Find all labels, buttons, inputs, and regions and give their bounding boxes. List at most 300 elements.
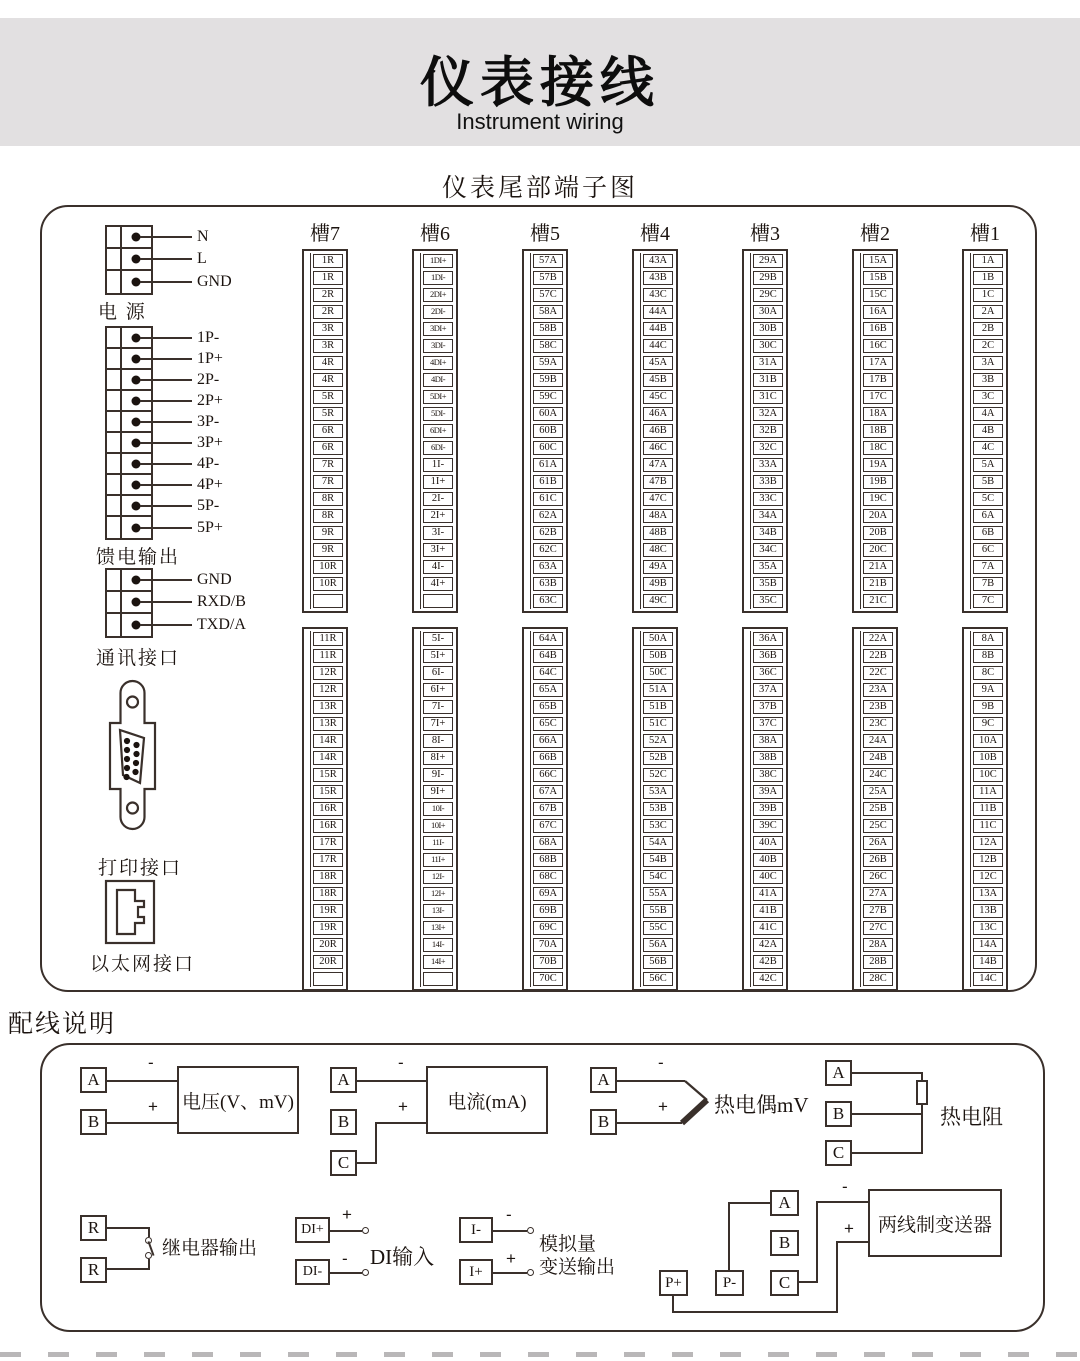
- terminal-row: [107, 570, 232, 592]
- feed-output-terminal-block: [105, 326, 223, 540]
- terminal-cell: 36A: [753, 632, 783, 646]
- terminal-cell: 58B: [533, 322, 563, 336]
- plus-sign: +: [342, 1205, 352, 1224]
- relay-terminal-r2: R: [80, 1257, 107, 1283]
- terminal-cell: 16A: [863, 305, 893, 319]
- terminal-cell: 2A: [973, 305, 1003, 319]
- terminal-cell: 49C: [643, 594, 673, 608]
- wire: [140, 337, 192, 339]
- terminal-label: 2P-: [197, 370, 220, 388]
- terminal-cell: 48C: [643, 543, 673, 557]
- open-contact-node: [362, 1227, 369, 1234]
- terminal-cell: 5R: [313, 407, 343, 421]
- wire: [107, 1080, 177, 1082]
- plus-sign: +: [658, 1097, 668, 1116]
- wire: [140, 421, 192, 423]
- terminal-cell: 55C: [643, 921, 673, 935]
- terminal-cell: 46A: [643, 407, 673, 421]
- terminal-cell: 66A: [533, 734, 563, 748]
- terminal-cell: 50A: [643, 632, 673, 646]
- terminal-cell: 5I+: [423, 649, 453, 663]
- wire: [107, 1227, 150, 1229]
- terminal-cell: 2C: [973, 339, 1003, 353]
- wire: [852, 1152, 923, 1154]
- power-plus-terminal: P+: [659, 1270, 688, 1296]
- terminal-cell: 26B: [863, 853, 893, 867]
- terminal-cell: 37C: [753, 717, 783, 731]
- slot-label: 槽1: [970, 223, 1000, 245]
- terminal-cell: 2B: [973, 322, 1003, 336]
- terminal-cell: 59C: [533, 390, 563, 404]
- slot-column: [852, 207, 898, 990]
- terminal-row: [107, 391, 223, 412]
- wire: [836, 1241, 838, 1313]
- terminal-cell: 64C: [533, 666, 563, 680]
- terminal-cell: 1B: [973, 271, 1003, 285]
- terminal-cell: 4DI+: [423, 356, 453, 370]
- terminal-cell: 14A: [973, 938, 1003, 952]
- terminal-cell: 4R: [313, 373, 343, 387]
- terminal-cell: 3B: [973, 373, 1003, 387]
- terminal-cell: 7I-: [423, 700, 453, 714]
- rtd-terminal-a: A: [825, 1060, 852, 1086]
- terminal-cell: 9C: [973, 717, 1003, 731]
- terminal-cell: 25B: [863, 802, 893, 816]
- terminal-cell: 20R: [313, 938, 343, 952]
- terminal-cell: 31A: [753, 356, 783, 370]
- terminal-cell: 13B: [973, 904, 1003, 918]
- wire: [493, 1272, 527, 1274]
- comm-caption: 通讯接口: [96, 648, 181, 669]
- terminal-label: N: [197, 228, 209, 245]
- terminal-cell: 61C: [533, 492, 563, 506]
- wire: [140, 601, 192, 603]
- transmitter-terminal-a: A: [770, 1190, 799, 1216]
- terminal-cell: 70C: [533, 972, 563, 986]
- terminal-cell: 9R: [313, 543, 343, 557]
- terminal-cell: 47C: [643, 492, 673, 506]
- terminal-cell: 9A: [973, 683, 1003, 697]
- terminal-cell: 59B: [533, 373, 563, 387]
- terminal-cell: 14C: [973, 972, 1003, 986]
- terminal-cell: 7C: [973, 594, 1003, 608]
- terminal-cell: 62B: [533, 526, 563, 540]
- terminal-cell: 11I-: [423, 836, 453, 850]
- terminal-cell: 5B: [973, 475, 1003, 489]
- wire: [617, 1122, 682, 1124]
- terminal-cell: 68B: [533, 853, 563, 867]
- terminal-cell: 8R: [313, 509, 343, 523]
- terminal-cell: 52A: [643, 734, 673, 748]
- terminal-cell: 16R: [313, 802, 343, 816]
- terminal-cell: 49A: [643, 560, 673, 574]
- terminal-cell: 46C: [643, 441, 673, 455]
- terminal-diagram-title: 仪表尾部端子图: [441, 175, 638, 202]
- terminal-cell: 2I-: [423, 492, 453, 506]
- terminal-strip: [522, 627, 568, 991]
- terminal-cell: 65A: [533, 683, 563, 697]
- terminal-cell: 2DI+: [423, 288, 453, 302]
- wire: [672, 1296, 674, 1313]
- terminal-cell: 54A: [643, 836, 673, 850]
- terminal-cell: 60C: [533, 441, 563, 455]
- terminal-cell: 8B: [973, 649, 1003, 663]
- terminal-cell: 56A: [643, 938, 673, 952]
- wire: [836, 1241, 868, 1243]
- wire: [728, 1202, 730, 1270]
- terminal-cell: 66B: [533, 751, 563, 765]
- terminal-cell: 51C: [643, 717, 673, 731]
- terminal-cell: 15R: [313, 785, 343, 799]
- terminal-cell: 64B: [533, 649, 563, 663]
- terminal-cell: 65C: [533, 717, 563, 731]
- terminal-cell: 2I+: [423, 509, 453, 523]
- minus-sign: -: [148, 1053, 154, 1072]
- terminal-cell: 2DI-: [423, 305, 453, 319]
- wire: [357, 1162, 375, 1164]
- terminal-cell: 69B: [533, 904, 563, 918]
- terminal-cell: 28B: [863, 955, 893, 969]
- slot-column: [962, 207, 1008, 990]
- wiring-notes-box: [40, 1043, 1045, 1332]
- relay-terminal-r1: R: [80, 1215, 107, 1241]
- terminal-cell: 8A: [973, 632, 1003, 646]
- terminal-cell: 38C: [753, 768, 783, 782]
- terminal-cell: 6R: [313, 424, 343, 438]
- terminal-label: 3P+: [197, 433, 223, 451]
- terminal-cell: 7B: [973, 577, 1003, 591]
- terminal-cell: 4I-: [423, 560, 453, 574]
- terminal-cell: 31B: [753, 373, 783, 387]
- wire: [140, 400, 192, 402]
- terminal-cell: 44C: [643, 339, 673, 353]
- feed-output-caption: 馈电输出: [96, 547, 181, 568]
- terminal-row: [107, 454, 220, 475]
- wire: [728, 1202, 770, 1204]
- terminal-cell: 9I-: [423, 768, 453, 782]
- terminal-cell: 16C: [863, 339, 893, 353]
- terminal-cell: 49B: [643, 577, 673, 591]
- terminal-cell: 10I+: [423, 819, 453, 833]
- terminal-label: 5P-: [197, 496, 220, 514]
- terminal-row: [107, 496, 220, 517]
- terminal-cell: 19B: [863, 475, 893, 489]
- minus-sign: -: [842, 1177, 848, 1196]
- terminal-cell: 26C: [863, 870, 893, 884]
- terminal-label: 1P+: [197, 349, 223, 367]
- wire: [140, 442, 192, 444]
- terminal-cell: 1DI+: [423, 254, 453, 268]
- terminal-cell: 43A: [643, 254, 673, 268]
- terminal-cell: 3R: [313, 339, 343, 353]
- terminal-cell: 28A: [863, 938, 893, 952]
- terminal-label: 2P+: [197, 391, 223, 409]
- terminal-cell: 33B: [753, 475, 783, 489]
- wire: [330, 1230, 362, 1232]
- terminal-cell: 28C: [863, 972, 893, 986]
- terminal-cell: 13I+: [423, 921, 453, 935]
- terminal-cell: 13A: [973, 887, 1003, 901]
- terminal-label: 4P-: [197, 454, 220, 472]
- wire: [140, 281, 192, 283]
- terminal-cell: 60B: [533, 424, 563, 438]
- terminal-cell: 62C: [533, 543, 563, 557]
- left-panel: [42, 207, 302, 990]
- terminal-cell: 18R: [313, 887, 343, 901]
- terminal-cell: 4I+: [423, 577, 453, 591]
- terminal-cell: 54B: [643, 853, 673, 867]
- terminal-cell: 35A: [753, 560, 783, 574]
- terminal-cell: 2R: [313, 288, 343, 302]
- terminal-cell: 42C: [753, 972, 783, 986]
- terminal-cell: 7I+: [423, 717, 453, 731]
- voltage-device-box: 电压(V、mV): [177, 1066, 299, 1134]
- terminal-strip: [962, 249, 1008, 613]
- terminal-cell: 21C: [863, 594, 893, 608]
- terminal-cell: 63B: [533, 577, 563, 591]
- terminal-cell: 41B: [753, 904, 783, 918]
- terminal-cell: 4A: [973, 407, 1003, 421]
- terminal-cell: 53B: [643, 802, 673, 816]
- terminal-strip: [632, 627, 678, 991]
- terminal-cell: 25C: [863, 819, 893, 833]
- printer-caption: 打印接口: [98, 858, 183, 879]
- terminal-cell: 32A: [753, 407, 783, 421]
- terminal-cell: 39B: [753, 802, 783, 816]
- terminal-cell: 15R: [313, 768, 343, 782]
- wire: [852, 1113, 923, 1115]
- terminal-cell: 57A: [533, 254, 563, 268]
- terminal-cell: 12I+: [423, 887, 453, 901]
- terminal-cell: 50B: [643, 649, 673, 663]
- terminal-cell: 43B: [643, 271, 673, 285]
- terminal-cell: 67A: [533, 785, 563, 799]
- terminal-cell: 22B: [863, 649, 893, 663]
- slot-columns: [302, 207, 1008, 990]
- terminal-cell: 9I+: [423, 785, 453, 799]
- terminal-cell: 10B: [973, 751, 1003, 765]
- terminal-cell: 17B: [863, 373, 893, 387]
- slot-label: 槽2: [860, 223, 890, 245]
- wire: [140, 624, 192, 626]
- terminal-cell: 41A: [753, 887, 783, 901]
- terminal-strip: [522, 249, 568, 613]
- terminal-cell: [423, 594, 453, 608]
- terminal-strip: [412, 249, 458, 613]
- terminal-cell: 42A: [753, 938, 783, 952]
- terminal-cell: 58A: [533, 305, 563, 319]
- terminal-cell: 12R: [313, 666, 343, 680]
- rtd-label: 热电阻: [940, 1105, 1003, 1129]
- rtd-terminal-c: C: [825, 1140, 852, 1166]
- terminal-cell: 10C: [973, 768, 1003, 782]
- power-minus-terminal: P-: [715, 1270, 744, 1296]
- terminal-cell: 61B: [533, 475, 563, 489]
- terminal-cell: 48A: [643, 509, 673, 523]
- terminal-strip: [632, 249, 678, 613]
- terminal-cell: 39C: [753, 819, 783, 833]
- terminal-cell: 20A: [863, 509, 893, 523]
- terminal-label: 4P+: [197, 475, 223, 493]
- terminal-cell: 55B: [643, 904, 673, 918]
- terminal-cell: 56C: [643, 972, 673, 986]
- terminal-cell: 64A: [533, 632, 563, 646]
- terminal-cell: 29C: [753, 288, 783, 302]
- terminal-cell: 4DI-: [423, 373, 453, 387]
- terminal-cell: 54C: [643, 870, 673, 884]
- tc-terminal-b: B: [590, 1109, 617, 1135]
- terminal-cell: 20C: [863, 543, 893, 557]
- wire: [330, 1272, 362, 1274]
- comm-terminal-block: [105, 568, 246, 638]
- terminal-cell: 6B: [973, 526, 1003, 540]
- terminal-cell: 36C: [753, 666, 783, 680]
- terminal-row: [107, 614, 246, 636]
- terminal-cell: 68A: [533, 836, 563, 850]
- wire: [617, 1080, 685, 1082]
- terminal-cell: 33C: [753, 492, 783, 506]
- terminal-strip: [852, 249, 898, 613]
- current-terminal-b: B: [330, 1109, 357, 1135]
- terminal-cell: 6I-: [423, 666, 453, 680]
- minus-sign: -: [506, 1205, 512, 1224]
- plus-sign: +: [506, 1249, 516, 1268]
- ethernet-caption: 以太网接口: [90, 954, 196, 975]
- terminal-cell: 63A: [533, 560, 563, 574]
- wire: [140, 358, 192, 360]
- terminal-cell: 65B: [533, 700, 563, 714]
- terminal-cell: 7A: [973, 560, 1003, 574]
- terminal-cell: 5I-: [423, 632, 453, 646]
- wire: [107, 1122, 177, 1124]
- wire: [357, 1080, 426, 1082]
- terminal-cell: 20R: [313, 955, 343, 969]
- terminal-cell: [313, 594, 343, 608]
- power-caption: 电 源: [98, 302, 147, 323]
- terminal-cell: 6R: [313, 441, 343, 455]
- resistor-symbol: [916, 1080, 928, 1105]
- terminal-cell: 38B: [753, 751, 783, 765]
- terminal-row: [107, 271, 232, 293]
- terminal-cell: 59A: [533, 356, 563, 370]
- terminal-cell: 67C: [533, 819, 563, 833]
- terminal-cell: 63C: [533, 594, 563, 608]
- terminal-cell: 15B: [863, 271, 893, 285]
- terminal-cell: 47B: [643, 475, 673, 489]
- open-contact-node: [527, 1227, 534, 1234]
- terminal-cell: 67B: [533, 802, 563, 816]
- terminal-cell: 3R: [313, 322, 343, 336]
- terminal-cell: 19R: [313, 921, 343, 935]
- terminal-cell: 69C: [533, 921, 563, 935]
- terminal-cell: 45C: [643, 390, 673, 404]
- terminal-cell: 19A: [863, 458, 893, 472]
- terminal-cell: 1I-: [423, 458, 453, 472]
- title-banner: [0, 18, 1080, 146]
- terminal-cell: 4B: [973, 424, 1003, 438]
- terminal-cell: 58C: [533, 339, 563, 353]
- wire: [921, 1104, 923, 1154]
- terminal-cell: 24A: [863, 734, 893, 748]
- terminal-cell: [423, 972, 453, 986]
- terminal-cell: 24C: [863, 768, 893, 782]
- terminal-cell: 13R: [313, 700, 343, 714]
- terminal-cell: 11R: [313, 649, 343, 663]
- terminal-cell: 51A: [643, 683, 673, 697]
- terminal-cell: 8R: [313, 492, 343, 506]
- plus-sign: +: [844, 1219, 854, 1238]
- slot-label: 槽7: [310, 223, 340, 245]
- slot-column: [302, 207, 348, 990]
- terminal-cell: 10I-: [423, 802, 453, 816]
- analog-iplus-terminal: I+: [459, 1259, 493, 1285]
- terminal-strip: [852, 627, 898, 991]
- wire: [140, 484, 192, 486]
- terminal-cell: 16R: [313, 819, 343, 833]
- rtd-terminal-b: B: [825, 1101, 852, 1127]
- db9-connector-icon: [108, 671, 157, 837]
- power-terminal-block: [105, 225, 232, 295]
- terminal-cell: 32C: [753, 441, 783, 455]
- wire: [140, 236, 192, 238]
- terminal-cell: 11B: [973, 802, 1003, 816]
- terminal-cell: 20B: [863, 526, 893, 540]
- wire: [375, 1122, 426, 1124]
- wire: [140, 258, 192, 260]
- thermocouple-junction-icon: [680, 1073, 712, 1129]
- terminal-cell: 17R: [313, 853, 343, 867]
- minus-sign: -: [658, 1053, 664, 1072]
- wire: [140, 463, 192, 465]
- current-terminal-c: C: [330, 1150, 357, 1176]
- terminal-cell: 56B: [643, 955, 673, 969]
- terminal-cell: 43C: [643, 288, 673, 302]
- terminal-cell: 12A: [973, 836, 1003, 850]
- slot-column: [742, 207, 788, 990]
- terminal-cell: 9R: [313, 526, 343, 540]
- terminal-row: [107, 517, 223, 538]
- terminal-cell: 14R: [313, 734, 343, 748]
- terminal-cell: 8I-: [423, 734, 453, 748]
- terminal-cell: 10R: [313, 577, 343, 591]
- terminal-cell: 69A: [533, 887, 563, 901]
- terminal-cell: 30C: [753, 339, 783, 353]
- relay-contact-node: [145, 1252, 152, 1259]
- terminal-strip: [742, 627, 788, 991]
- di-minus-terminal: DI-: [295, 1259, 330, 1285]
- terminal-cell: 26A: [863, 836, 893, 850]
- terminal-cell: 14B: [973, 955, 1003, 969]
- terminal-cell: 5DI+: [423, 390, 453, 404]
- voltage-terminal-b: B: [80, 1109, 107, 1135]
- terminal-cell: 68C: [533, 870, 563, 884]
- terminal-cell: 10A: [973, 734, 1003, 748]
- terminal-diagram-box: [40, 205, 1037, 992]
- terminal-cell: 27B: [863, 904, 893, 918]
- terminal-strip: [412, 627, 458, 991]
- terminal-row: [107, 227, 209, 249]
- rj45-jack-icon: [104, 879, 156, 945]
- terminal-cell: 52B: [643, 751, 673, 765]
- terminal-cell: 10R: [313, 560, 343, 574]
- terminal-cell: 18C: [863, 441, 893, 455]
- terminal-cell: 29A: [753, 254, 783, 268]
- terminal-cell: 60A: [533, 407, 563, 421]
- terminal-cell: 1A: [973, 254, 1003, 268]
- terminal-cell: 15A: [863, 254, 893, 268]
- terminal-cell: 44B: [643, 322, 673, 336]
- terminal-cell: 19C: [863, 492, 893, 506]
